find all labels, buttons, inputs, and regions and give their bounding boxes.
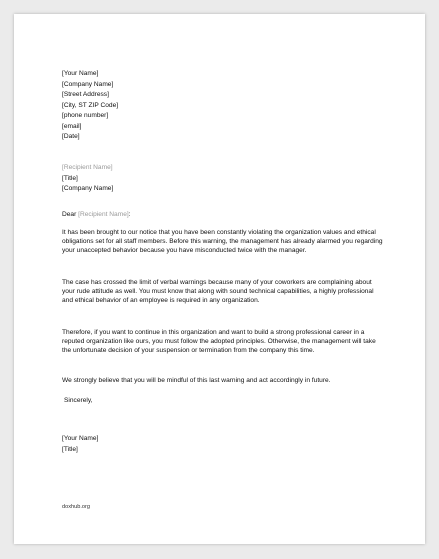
sender-street: [Street Address] [62, 91, 109, 98]
body-paragraph-1 [62, 229, 385, 255]
sender-name: [Your Name] [62, 70, 99, 77]
recipient-name: [Recipient Name] [62, 164, 113, 171]
recipient-title: [Title] [62, 174, 78, 182]
sender-phone: [phone number] [62, 112, 109, 119]
recipient-block [62, 163, 385, 195]
paragraph-text: Therefore, if you want to continue in this organization and want to build a strong professional career in a reputed organization like ours, you must follow the adopted principles. Otherwise, the management will take the unfortunate decision of your suspension or termination from the company this time. [62, 329, 376, 354]
body-paragraph-3 [62, 329, 385, 355]
closing [64, 396, 387, 407]
sender-company: [Company Name] [62, 80, 114, 88]
paragraph-text: We strongly believe that you will be mindful of this last warning and act accordingly in future. [62, 377, 331, 384]
letter-date: [Date] [62, 133, 80, 140]
sender-email: [email] [62, 122, 82, 130]
signature-title: [Title] [62, 445, 78, 453]
signature-name: [Your Name] [62, 435, 99, 442]
body-paragraph-2 [62, 279, 385, 305]
body-paragraph-4 [62, 377, 385, 386]
recipient-company: [Company Name] [62, 185, 114, 192]
sender-block [62, 69, 385, 143]
paragraph-text: The case has crossed the limit of verbal warnings because many of your coworkers are complaining about your rude attitude as well. You must know that along with sound technical capabilities, a highly professional and ethical behavior of an employee is required in any organization. [62, 279, 374, 304]
salutation-prefix: Dear [62, 211, 79, 218]
salutation [62, 210, 385, 221]
signature-block [62, 434, 385, 455]
letter-page [14, 14, 425, 544]
footer-source: doxhub.org [62, 504, 90, 510]
sender-city: [City, ST ZIP Code] [62, 101, 119, 109]
closing-text: Sincerely, [64, 397, 93, 404]
salutation-suffix: : [128, 211, 131, 218]
salutation-name: [Recipient Name] [78, 211, 129, 218]
paragraph-text: It has been brought to our notice that you have been constantly violating the organization values and ethical obligations set for all staff members. Before this warning, the management has already alarmed you regarding your unaccepted behavior because you have misconducted twice with the manager. [62, 229, 383, 254]
